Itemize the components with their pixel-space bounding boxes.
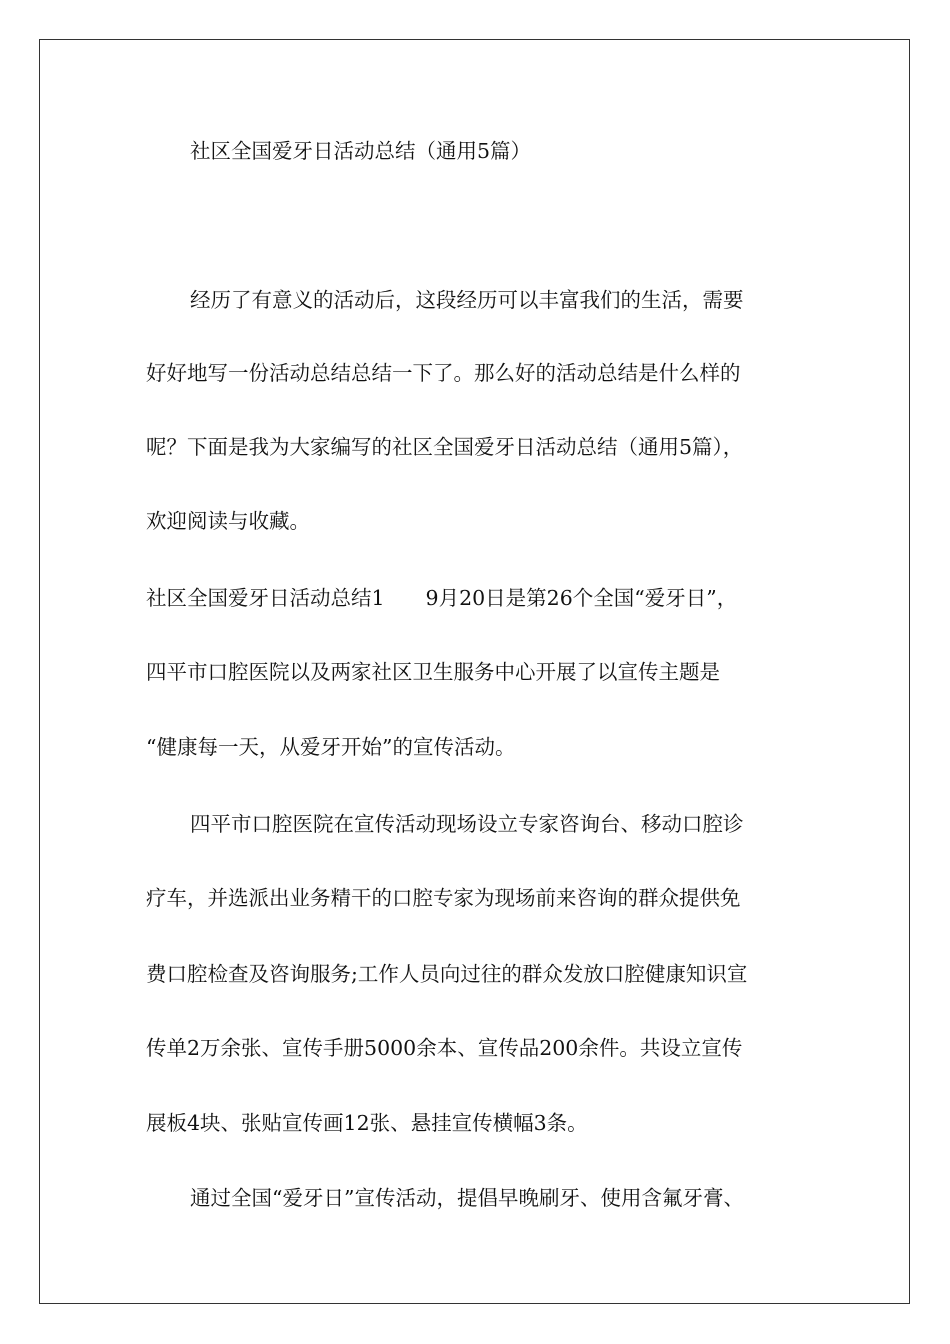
paragraph-line: 费口腔检查及咨询服务;工作人员向过往的群众发放口腔健康知识宣 <box>146 962 748 986</box>
paragraph-line: 呢？下面是我为大家编写的社区全国爱牙日活动总结（通用5篇）， <box>146 435 744 459</box>
paragraph-line: 好好地写一份活动总结总结一下了。那么好的活动总结是什么样的 <box>146 361 741 385</box>
paragraph-line: 通过全国“爱牙日”宣传活动，提倡早晚刷牙、使用含氟牙膏、 <box>190 1186 744 1210</box>
paragraph-line: 展板4块、张贴宣传画12张、悬挂宣传横幅3条。 <box>146 1111 588 1135</box>
paragraph-line: 欢迎阅读与收藏。 <box>146 509 310 533</box>
paragraph-line: 传单2万余张、宣传手册5000余本、宣传品200余件。共设立宣传 <box>146 1036 743 1060</box>
paragraph-line: 经历了有意义的活动后，这段经历可以丰富我们的生活，需要 <box>190 288 744 312</box>
paragraph-line: “健康每一天，从爱牙开始”的宣传活动。 <box>146 735 516 759</box>
paragraph-line: 四平市口腔医院在宣传活动现场设立专家咨询台、移动口腔诊 <box>190 812 744 836</box>
document-title: 社区全国爱牙日活动总结（通用5篇） <box>190 139 532 163</box>
paragraph-line: 四平市口腔医院以及两家社区卫生服务中心开展了以宣传主题是 <box>146 660 720 684</box>
section-heading-line: 社区全国爱牙日活动总结1 9月20日是第26个全国“爱牙日”， <box>146 586 738 610</box>
paragraph-line: 疗车，并选派出业务精干的口腔专家为现场前来咨询的群众提供免 <box>146 886 741 910</box>
